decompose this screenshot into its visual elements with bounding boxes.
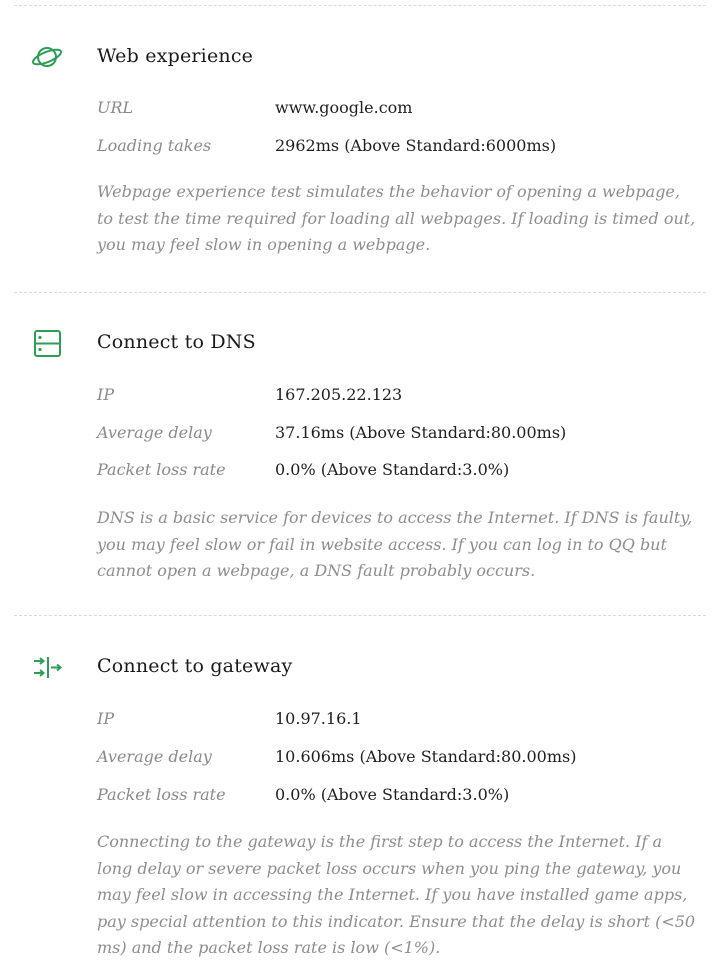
info-row-average-delay: [0, 747, 720, 775]
loading-value: 2962ms (Above Standard:6000ms): [275, 136, 557, 155]
section-description: Connecting to the gateway is the first step to access the Internet. If a long delay or severe packet loss occurs when you ping the gateway, you may feel slow in accessing the Internet. If you have installed game apps, pay special attention to this indicator. Ensure that the delay is short (<50 ms) and the packet loss rate is low (<1%).: [97, 832, 696, 957]
delay-value: 10.606ms (Above Standard:80.00ms): [275, 747, 577, 766]
row-label: IP: [97, 385, 115, 404]
section-title: Web experience: [97, 45, 254, 67]
section-description: DNS is a basic service for devices to access the Internet. If DNS is faulty, you may feel slow or fail in website access. If you can log in to QQ but cannot open a webpage, a DNS fault probably occurs.: [97, 508, 693, 580]
row-label: Average delay: [97, 747, 212, 766]
info-row-loading: [0, 136, 720, 164]
ip-value: 10.97.16.1: [275, 709, 362, 728]
info-row-average-delay: [0, 423, 720, 451]
gateway-icon: [30, 652, 64, 684]
row-label: IP: [97, 709, 115, 728]
delay-value: 37.16ms (Above Standard:80.00ms): [275, 423, 567, 442]
row-label: Packet loss rate: [97, 460, 226, 479]
info-row-packet-loss: [0, 785, 720, 813]
row-label: Packet loss rate: [97, 785, 226, 804]
row-label: Average delay: [97, 423, 212, 442]
packet-loss-value: 0.0% (Above Standard:3.0%): [275, 785, 510, 804]
ip-value: 167.205.22.123: [275, 385, 403, 404]
info-row-packet-loss: [0, 460, 720, 488]
top-divider: [14, 5, 706, 6]
section-description: Webpage experience test simulates the behavior of opening a webpage, to test the time required for loading all webpages. If loading is timed out, you may feel slow in opening a webpage.: [97, 182, 696, 254]
packet-loss-value: 0.0% (Above Standard:3.0%): [275, 460, 510, 479]
info-row-ip: [0, 709, 720, 737]
row-label: URL: [97, 98, 134, 117]
section-title: Connect to gateway: [97, 655, 293, 677]
server-icon: [30, 328, 64, 360]
planet-icon: [30, 41, 64, 73]
section-divider: [14, 292, 706, 293]
row-label: Loading takes: [97, 136, 212, 155]
url-value: www.google.com: [275, 98, 413, 117]
info-row-url: [0, 98, 720, 126]
section-divider: [14, 615, 706, 616]
section-title: Connect to DNS: [97, 331, 256, 353]
info-row-ip: [0, 385, 720, 413]
